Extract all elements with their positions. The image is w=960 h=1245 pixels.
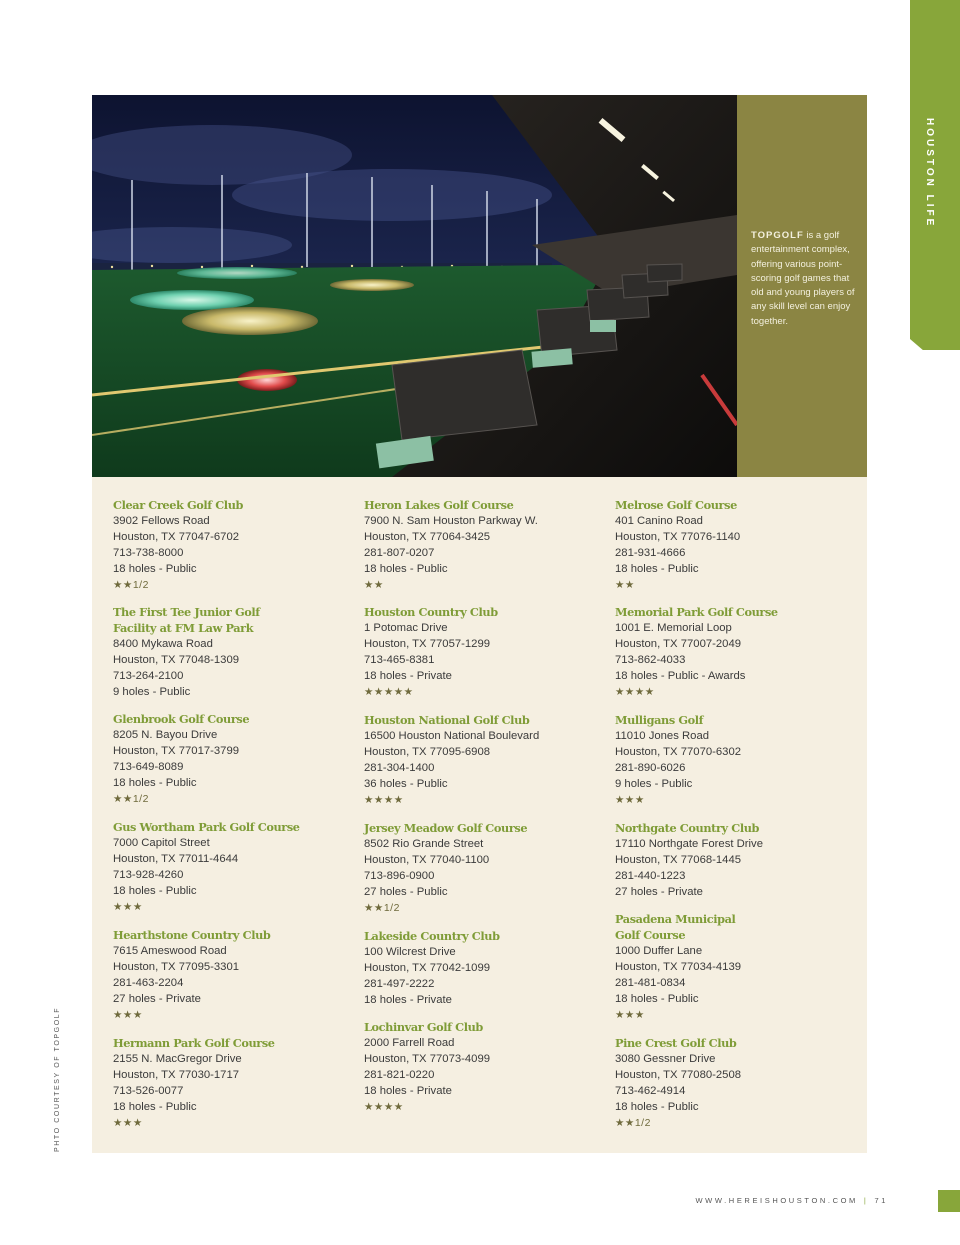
caption-brand: TOPGOLF [751,230,804,241]
course-address: 16500 Houston National Boulevard [364,730,540,742]
course-phone: 713-862-4033 [615,654,686,666]
course-info: 18 holes - Public [615,993,699,1005]
course-entry [113,1035,353,1131]
course-entry [364,604,604,700]
course-entry [113,711,353,807]
course-rating: ★★★★★ [364,686,414,698]
course-entry [364,497,604,593]
course-address: 3902 Fellows Road [113,515,210,527]
course-phone: 713-738-8000 [113,547,184,559]
course-city: Houston, TX 77030-1717 [113,1069,240,1081]
course-rating: ★★1/2 [113,793,149,805]
course-rating: ★★1/2 [615,1117,651,1129]
course-name: Jersey Meadow Golf Course [364,821,528,835]
course-rating: ★★1/2 [113,579,149,591]
page-footer [696,1196,889,1205]
course-address: 17110 Northgate Forest Drive [615,838,763,850]
course-name: The First Tee Junior Golf [113,605,260,619]
course-phone: 281-807-0207 [364,547,435,559]
course-name: Hearthstone Country Club [113,928,271,942]
course-city: Houston, TX 77064-3425 [364,531,491,543]
course-rating: ★★1/2 [364,902,400,914]
page-number: 71 [874,1196,888,1205]
course-address: 11010 Jones Road [615,730,710,742]
course-info: 27 holes - Private [113,993,201,1005]
course-info: 18 holes - Private [364,994,452,1006]
course-rating: ★★★ [615,794,645,806]
course-city: Houston, TX 77095-3301 [113,961,240,973]
course-info: 18 holes - Public [113,777,197,789]
course-info: 27 holes - Public [364,886,448,898]
footer-separator: | [863,1196,869,1205]
course-city: Houston, TX 77073-4099 [364,1053,491,1065]
course-info: 18 holes - Private [364,1085,452,1097]
course-entry [364,712,604,808]
course-name: Houston Country Club [364,605,498,619]
course-rating: ★★ [615,579,635,591]
course-info: 18 holes - Public [113,885,197,897]
course-city: Houston, TX 77076-1140 [615,531,741,543]
course-address: 8205 N. Bayou Drive [113,729,218,741]
course-rating: ★★★ [113,901,143,913]
course-name: Melrose Golf Course [615,498,737,512]
course-city: Houston, TX 77048-1309 [113,654,240,666]
course-address: 100 Wilcrest Drive [364,946,456,958]
course-name: Pine Crest Golf Club [615,1036,737,1050]
course-rating: ★★ [364,579,384,591]
course-name: Memorial Park Golf Course [615,605,778,619]
course-address: 401 Canino Road [615,515,703,527]
course-address: 1 Potomac Drive [364,622,448,634]
course-phone: 713-928-4260 [113,869,184,881]
caption-text: is a golf entertainment complex, offering various point-scoring golf games that old and young players of any skill level can enjoy together. [751,230,855,327]
course-entry [615,911,855,1023]
course-address: 7615 Ameswood Road [113,945,227,957]
course-phone: 281-931-4666 [615,547,686,559]
course-address: 8502 Rio Grande Street [364,838,484,850]
course-name: Facility at FM Law Park [113,621,254,635]
photo-caption [751,229,855,329]
course-phone: 281-890-6026 [615,762,686,774]
course-phone: 281-463-2204 [113,977,184,989]
course-city: Houston, TX 77080-2508 [615,1069,742,1081]
course-entry [615,820,855,900]
course-phone: 713-465-8381 [364,654,435,666]
course-city: Houston, TX 77095-6908 [364,746,491,758]
course-phone: 713-896-0900 [364,870,435,882]
course-phone: 713-462-4914 [615,1085,686,1097]
course-rating: ★★★★ [364,794,404,806]
course-phone: 281-497-2222 [364,978,435,990]
course-info: 36 holes - Public [364,778,448,790]
section-tab-label: HOUSTON LIFE [924,118,935,229]
course-entry [615,497,855,593]
course-address: 1000 Duffer Lane [615,945,703,957]
course-city: Houston, TX 77017-3799 [113,745,240,757]
course-rating: ★★★ [113,1009,143,1021]
course-entry [364,820,604,916]
course-entry [615,1035,855,1131]
course-name: Glenbrook Golf Course [113,712,250,726]
caption-panel [737,95,867,477]
course-phone: 281-481-0834 [615,977,686,989]
course-rating: ★★★★ [364,1101,404,1113]
course-info: 18 holes - Public [113,1101,197,1113]
course-name: Golf Course [615,928,686,942]
course-info: 18 holes - Public - Awards [615,670,746,682]
course-info: 18 holes - Public [615,1101,699,1113]
course-rating: ★★★★ [615,686,655,698]
course-entry [113,497,353,593]
course-name: Lakeside Country Club [364,929,500,943]
course-info: 9 holes - Public [615,778,693,790]
course-city: Houston, TX 77070-6302 [615,746,742,758]
course-address: 2000 Farrell Road [364,1037,455,1049]
course-entry [615,604,855,700]
course-name: Clear Creek Golf Club [113,498,244,512]
course-address: 8400 Mykawa Road [113,638,213,650]
course-rating: ★★★ [113,1117,143,1129]
course-name: Hermann Park Golf Course [113,1036,275,1050]
course-info: 18 holes - Public [113,563,197,575]
course-address: 1001 E. Memorial Loop [615,622,732,634]
course-info: 27 holes - Private [615,886,703,898]
course-info: 18 holes - Private [364,670,452,682]
course-entry [364,928,604,1008]
course-address: 7900 N. Sam Houston Parkway W. [364,515,538,527]
course-name: Northgate Country Club [615,821,760,835]
section-tab [910,0,960,350]
course-phone: 281-821-0220 [364,1069,435,1081]
page-corner-marker [938,1190,960,1212]
course-name: Mulligans Golf [615,713,704,727]
course-city: Houston, TX 77007-2049 [615,638,742,650]
course-entry [113,819,353,915]
course-address: 2155 N. MacGregor Drive [113,1053,242,1065]
course-city: Houston, TX 77057-1299 [364,638,491,650]
course-phone: 713-649-8089 [113,761,184,773]
course-rating: ★★★ [615,1009,645,1021]
course-name: Lochinvar Golf Club [364,1020,483,1034]
course-phone: 281-304-1400 [364,762,435,774]
website-url: WWW.HEREISHOUSTON.COM [695,1196,858,1205]
course-city: Houston, TX 77011-4644 [113,853,239,865]
course-address: 3080 Gessner Drive [615,1053,716,1065]
course-info: 9 holes - Public [113,686,191,698]
course-city: Houston, TX 77068-1445 [615,854,742,866]
course-info: 18 holes - Public [615,563,699,575]
course-entry [113,927,353,1023]
photo-credit: PHTO COURTESY OF TOPGOLF [54,1006,61,1152]
course-city: Houston, TX 77040-1100 [364,854,490,866]
course-name: Houston National Golf Club [364,713,530,727]
topgolf-photo [92,95,737,477]
course-phone: 713-526-0077 [113,1085,184,1097]
course-city: Houston, TX 77042-1099 [364,962,491,974]
course-entry [615,712,855,808]
course-entry [364,1019,604,1115]
course-phone: 713-264-2100 [113,670,184,682]
course-entry [113,604,353,700]
course-name: Gus Wortham Park Golf Course [113,820,300,834]
course-city: Houston, TX 77034-4139 [615,961,742,973]
course-info: 18 holes - Public [364,563,448,575]
course-address: 7000 Capitol Street [113,837,210,849]
course-name: Pasadena Municipal [615,912,736,926]
golf-course-listings [92,477,867,1153]
course-name: Heron Lakes Golf Course [364,498,514,512]
course-phone: 281-440-1223 [615,870,686,882]
course-city: Houston, TX 77047-6702 [113,531,240,543]
